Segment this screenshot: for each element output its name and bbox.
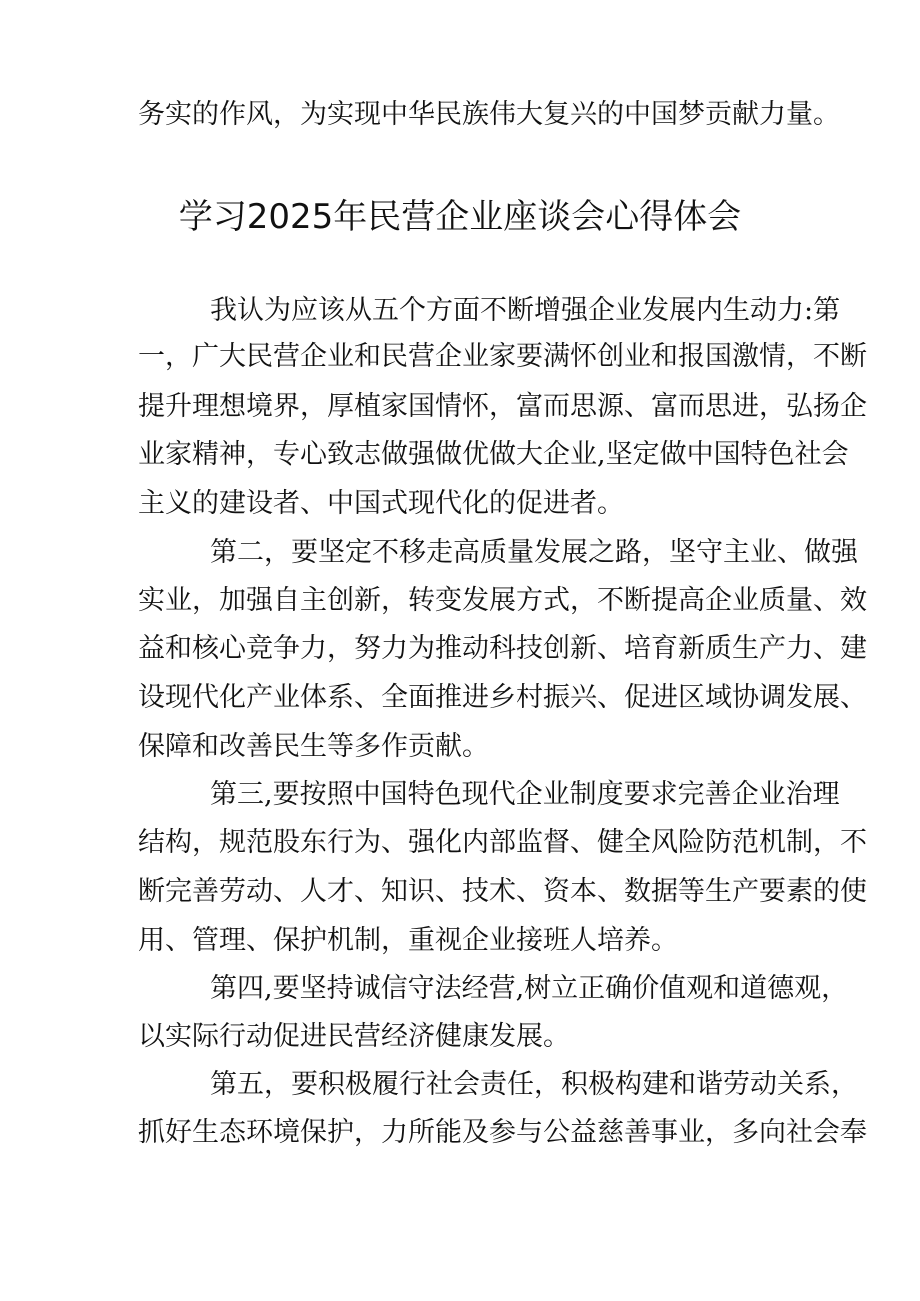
paragraph-line: 第五，要积极履行社会责任，积极构建和谐劳动关系， xyxy=(210,1069,858,1100)
paragraph-line: 抓好生态环境保护，力所能及参与公益慈善事业，多向社会奉 xyxy=(138,1117,867,1148)
continuation-line: 务实的作风，为实现中华民族伟大复兴的中国梦贡献力量。 xyxy=(138,99,840,130)
paragraph-line: 用、管理、保护机制，重视企业接班人培养。 xyxy=(138,925,678,956)
document-title: 学习2025年民营企业座谈会心得体会 xyxy=(178,197,742,237)
paragraph-line: 第二，要坚定不移走高质量发展之路，坚守主业、做强 xyxy=(210,537,858,568)
paragraph-line: 断完善劳动、人才、知识、技术、资本、数据等生产要素的使 xyxy=(138,876,867,907)
paragraph-line: 保障和改善民生等多作贡献。 xyxy=(138,731,489,762)
paragraph-line: 第三,要按照中国特色现代企业制度要求完善企业治理 xyxy=(210,779,840,810)
paragraph-line: 以实际行动促进民营经济健康发展。 xyxy=(138,1021,570,1052)
paragraph-line: 实业，加强自主创新，转变发展方式，不断提高企业质量、效 xyxy=(138,585,867,616)
paragraph-line: 设现代化产业体系、全面推进乡村振兴、促进区域协调发展、 xyxy=(138,682,867,713)
paragraph-line: 业家精神，专心致志做强做优做大企业,坚定做中国特色社会 xyxy=(138,439,849,470)
paragraph-line: 我认为应该从五个方面不断增强企业发展内生动力:第 xyxy=(210,295,841,326)
paragraph-line: 主义的建设者、中国式现代化的促进者。 xyxy=(138,488,624,519)
paragraph-line: 第四,要坚持诚信守法经营,树立正确价值观和道德观， xyxy=(210,973,849,1004)
paragraph-line: 结构，规范股东行为、强化内部监督、健全风险防范机制，不 xyxy=(138,827,867,858)
paragraph-line: 一，广大民营企业和民营企业家要满怀创业和报国激情，不断 xyxy=(138,341,867,372)
paragraph-line: 益和核心竞争力，努力为推动科技创新、培育新质生产力、建 xyxy=(138,633,867,664)
paragraph-line: 提升理想境界，厚植家国情怀，富而思源、富而思进，弘扬企 xyxy=(138,391,867,422)
